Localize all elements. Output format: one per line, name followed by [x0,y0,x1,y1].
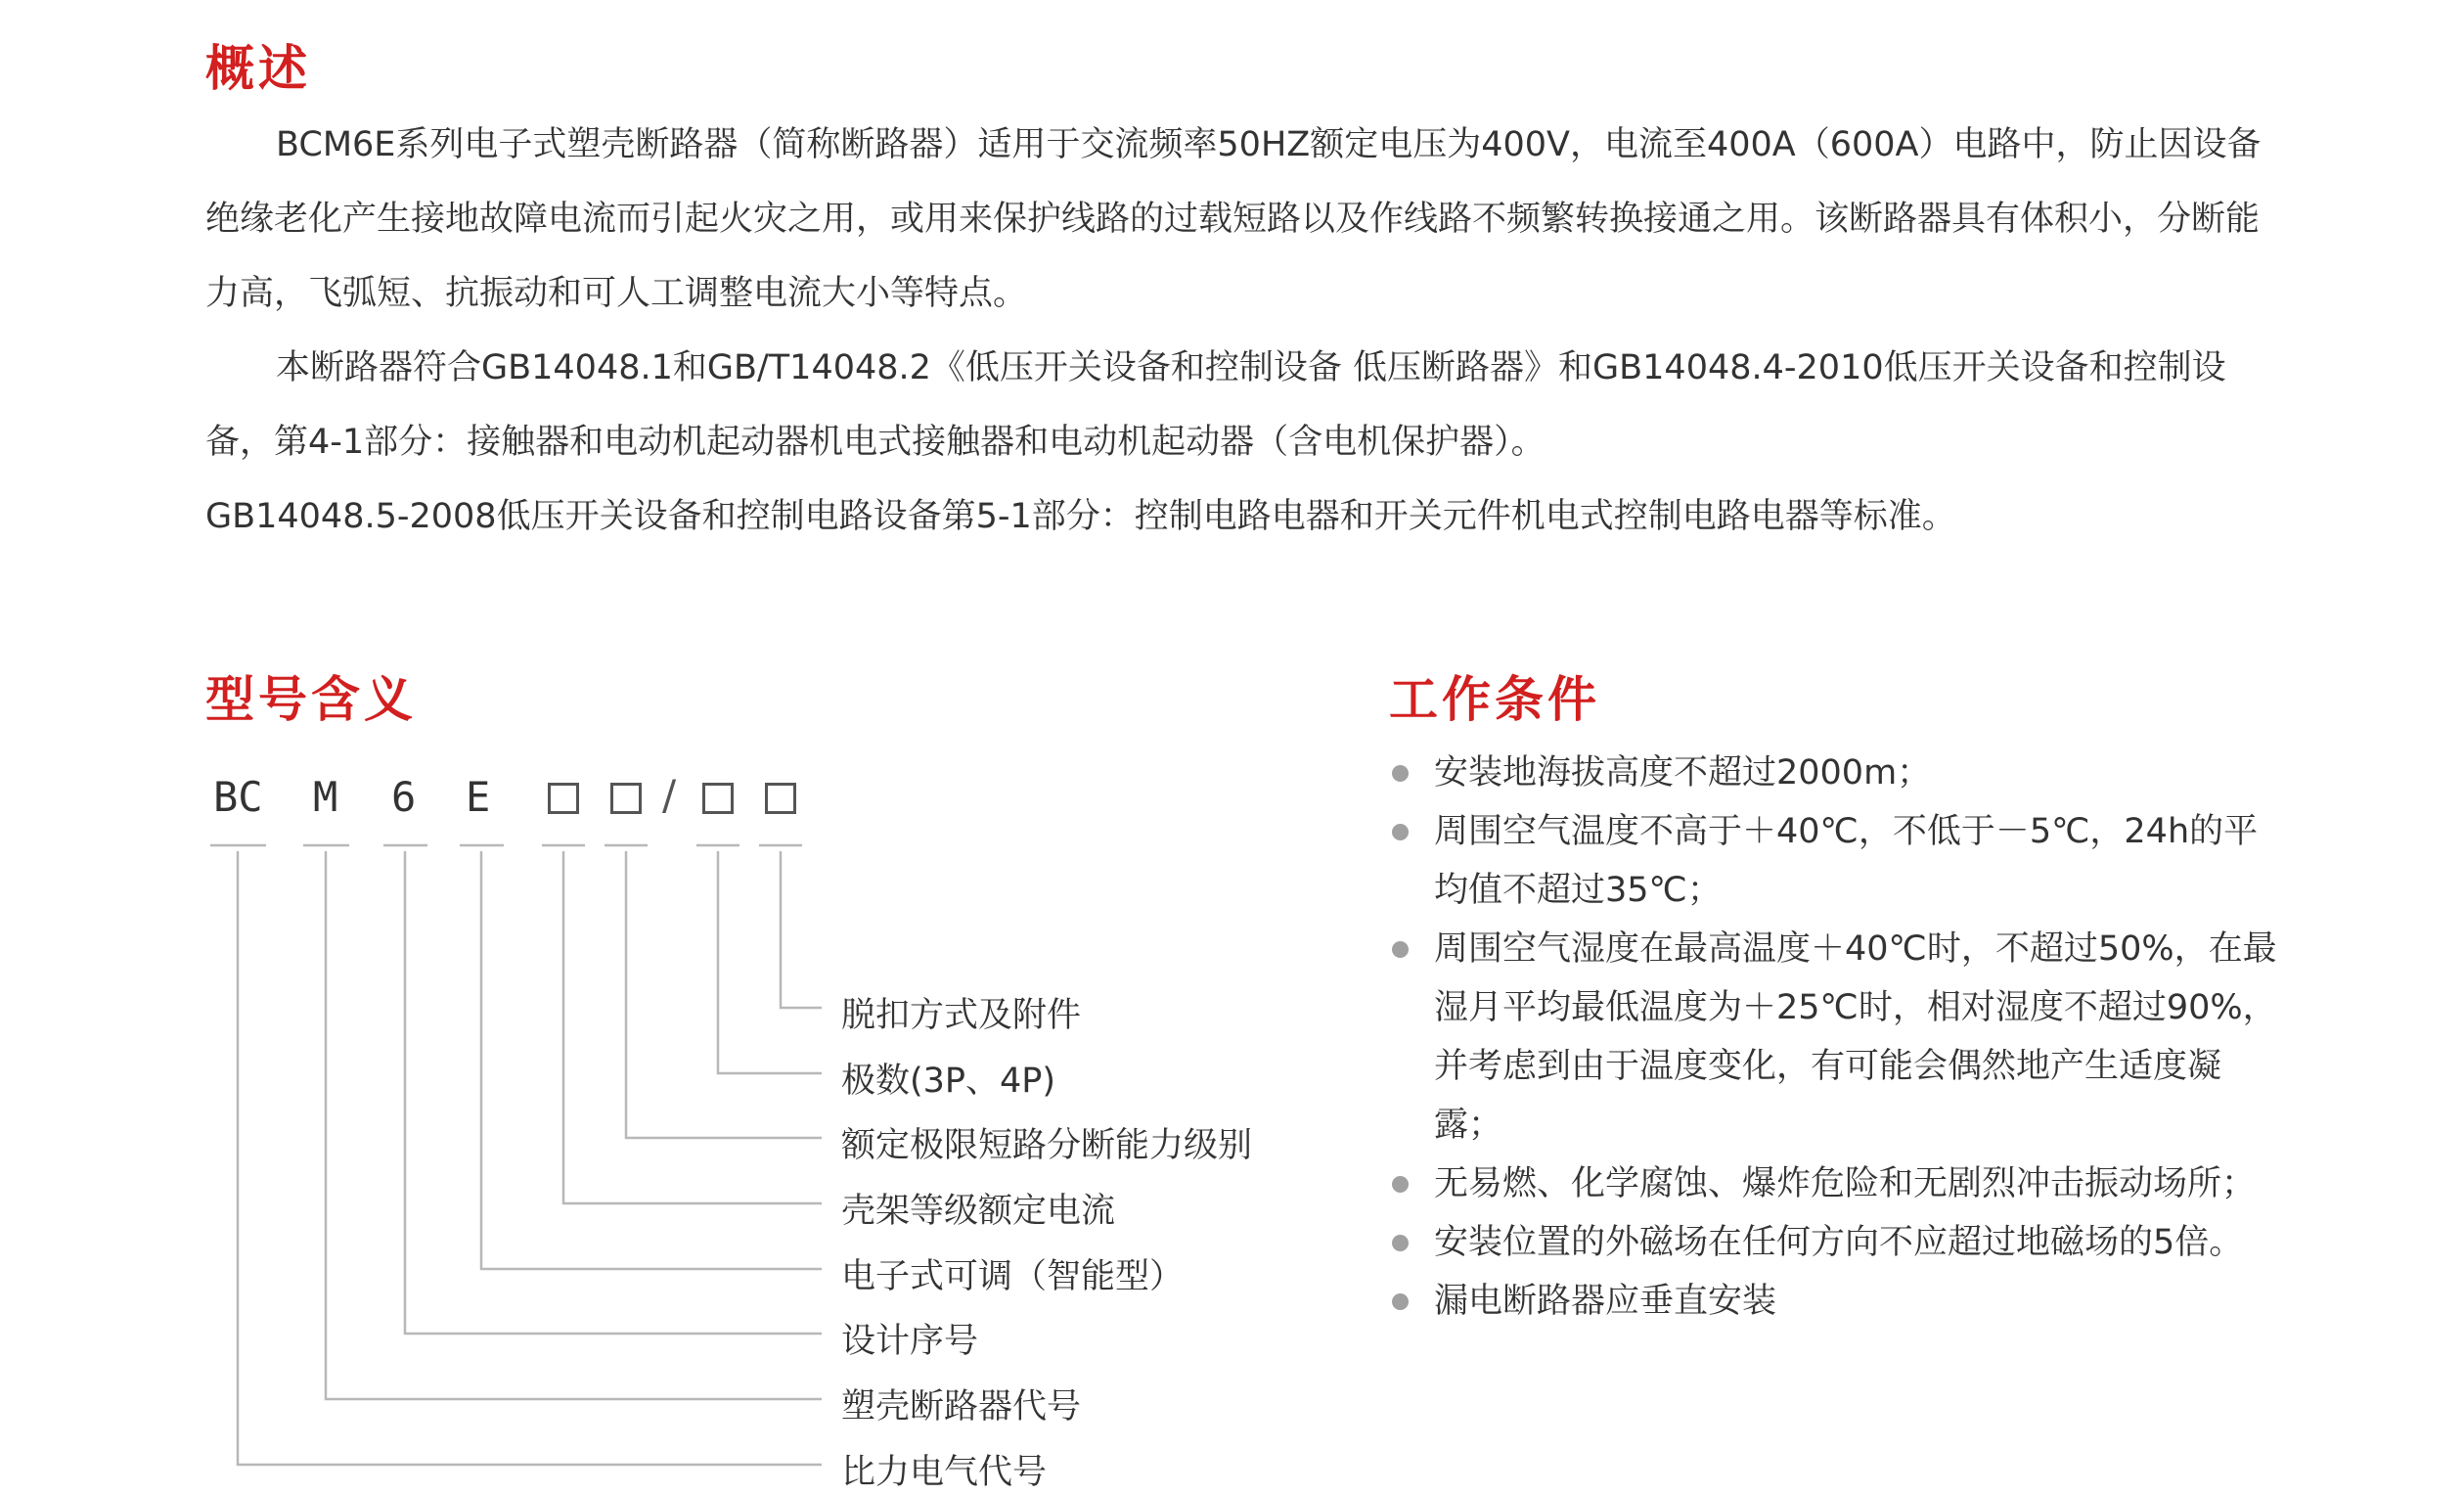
leader-frame [563,851,822,1203]
overview-heading: 概述 [205,40,311,97]
leader-breaking [626,851,822,1138]
condition-item: 周围空气温度不高于＋40℃，不低于－5℃，24h的平均值不超过35℃； [1389,802,2289,920]
leader-poles [718,851,822,1073]
label-electronic-adjustable: 电子式可调（智能型） [841,1257,1185,1296]
bullet-dot-icon [1392,941,1409,958]
leader-release [781,851,822,1008]
code-char-bc: BC [213,773,263,821]
label-brand-code: 比力电气代号 [841,1453,1048,1492]
bullet-dot-icon [1392,824,1409,840]
label-mccb-code: 塑壳断路器代号 [841,1387,1082,1426]
overview-paragraph-2: 本断路器符合GB14048.1和GB/T14048.2《低压开关设备和控制设备 低压断路器》和GB14048.4-2010低压开关设备和控制设备，第4-1部分：接触器和电动机起动器机电式接触器和电动机起动器（含电机保护器）。 [205,348,2226,462]
overview-paragraph-3: GB14048.5-2008低压开关设备和控制电路设备第5-1部分：控制电路电器和开关元件机电式控制电路电器等标准。 [205,497,1956,536]
condition-item: 漏电断路器应垂直安装 [1389,1272,2289,1331]
bullet-dot-icon [1392,1235,1409,1251]
bullet-dot-icon [1392,765,1409,782]
label-frame-current: 壳架等级额定电流 [841,1192,1116,1231]
label-release-mode: 脱扣方式及附件 [841,996,1082,1035]
code-char-m: M [313,773,338,821]
condition-item: 无易燃、化学腐蚀、爆炸危险和无剧烈冲击振动场所； [1389,1154,2289,1213]
leader-mccb [326,851,822,1399]
bullet-dot-icon [1392,1176,1409,1193]
code-slash: / [662,771,677,819]
condition-item: 周围空气湿度在最高温度＋40℃时，不超过50%，在最湿月平均最低温度为＋25℃时，相对湿度不超过90%，并考虑到由于温度变化，有可能会偶然地产生适度凝露； [1389,920,2289,1154]
condition-item: 安装地海拔高度不超过2000m； [1389,744,2289,802]
conditions-heading: 工作条件 [1389,671,1600,728]
condition-item: 安装位置的外磁场在任何方向不应超过地磁场的5倍。 [1389,1213,2289,1272]
code-char-e: E [466,773,491,821]
leader-electronic [481,851,822,1269]
label-poles: 极数(3P、4P) [841,1062,1056,1101]
bullet-dot-icon [1392,1293,1409,1310]
model-heading: 型号含义 [205,671,417,728]
leader-design [405,851,822,1334]
overview-paragraph-1: BCM6E系列电子式塑壳断路器（简称断路器）适用于交流频率50HZ额定电压为400V，电流至400A（600A）电路中，防止因设备绝缘老化产生接地故障电流而引起火灾之用，或用来保护线路的过载短路以及作线路不频繁转换接通之用。该断路器具有体积小，分断能力高，飞弧短、抗振动和可人工调整电流大小等特点。 [205,125,2262,313]
label-design-number: 设计序号 [841,1322,979,1361]
code-char-6: 6 [391,773,417,821]
label-breaking-capacity: 额定极限短路分断能力级别 [841,1126,1253,1165]
conditions-list [1389,744,2289,1331]
